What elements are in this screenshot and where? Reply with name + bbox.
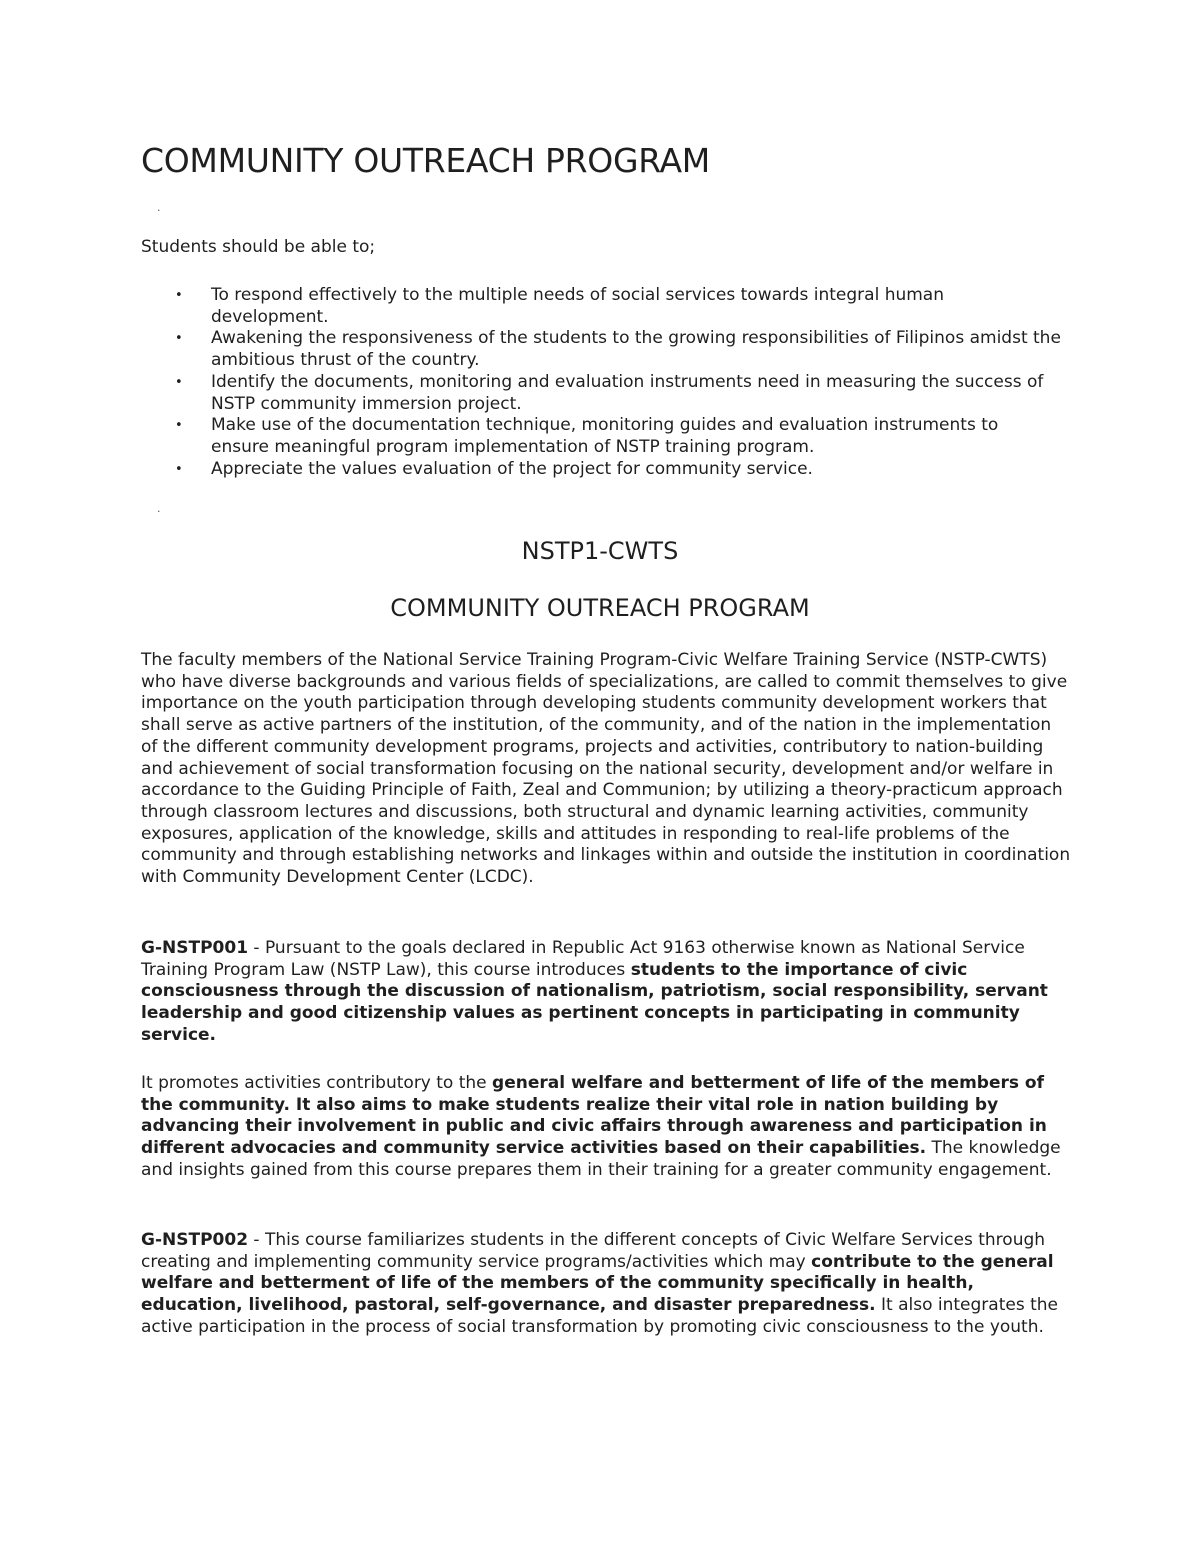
bullet-icon: • xyxy=(175,288,183,303)
intro-paragraph: The faculty members of the National Service Training Program-Civic Welfare Training Service (NSTP-CWTS) who have diverse backgrounds and various fields of specializations, are called to commit themselves to give importance on the youth participation through developing students community development workers that shall serve as active partners of the institution, of the community, and of the nation in the implementation of the different community development programs, projects and activities, contributory to nation-building and achievement of social transformation focusing on the national security, development and/or welfare in accordance to the Guiding Principle of Faith, Zeal and Communion; by utilizing a theory-practicum approach through classroom lectures and discussions, both structural and dynamic learning activities, community exposures, application of the knowledge, skills and attitudes in responding to real-life problems of the community and through establishing networks and linkages within and outside the institution in coordination with Community Development Center (LCDC). xyxy=(141,650,1071,888)
course-text: - Pursuant to the goals declared in Republic Act 9163 otherwise known as National Service Training Program Law (NSTP Law), this course introduces xyxy=(141,938,1025,980)
document-title: COMMUNITY OUTREACH PROGRAM xyxy=(141,141,710,180)
course-text: The knowledge and insights gained from this course prepares them in their training for a greater community engagement. xyxy=(141,1138,1061,1180)
course-code: G-NSTP002 xyxy=(141,1230,249,1250)
course-description-g-nstp001 xyxy=(141,938,1071,1047)
list-item xyxy=(141,459,1061,481)
objectives-list xyxy=(141,285,1061,480)
objective-text: Appreciate the values evaluation of the project for community service. xyxy=(211,458,813,479)
small-mark: . xyxy=(157,502,161,515)
bullet-icon: • xyxy=(175,418,183,434)
course-text: It promotes activities contributory to the xyxy=(141,1073,493,1093)
objectives-lead: Students should be able to; xyxy=(141,237,376,257)
objective-text: Identify the documents, monitoring and evaluation instruments need in measuring the success of NSTP community immersion project. xyxy=(211,371,1044,414)
course-code: G-NSTP001 xyxy=(141,938,249,958)
objective-text: Make use of the documentation technique, monitoring guides and evaluation instruments to ensure meaningful program implementation of NSTP training program. xyxy=(211,415,999,457)
section-subheading: COMMUNITY OUTREACH PROGRAM xyxy=(390,594,810,622)
course-description-g-nstp002 xyxy=(141,1230,1071,1339)
list-item xyxy=(141,285,1061,328)
objective-text: To respond effectively to the multiple needs of social services towards integral human development. xyxy=(211,285,945,327)
course-emphasis: general welfare and betterment of life of the members of the community. It also aims to make students realize their vital role in nation building by advancing their involvement in public and civic affairs through awareness and participation in different advocacies and community service activities based on their capabilities. xyxy=(141,1073,1047,1159)
course-emphasis: contribute to the general welfare and betterment of life of the members of the community specifically in health, education, livelihood, pastoral, self-governance, and disaster preparedness. xyxy=(141,1251,1054,1316)
bullet-icon: • xyxy=(175,461,183,477)
bullet-icon: • xyxy=(175,374,183,390)
bullet-icon: • xyxy=(175,331,183,347)
small-mark: . xyxy=(157,201,161,214)
course-description-continued xyxy=(141,1073,1071,1182)
section-heading: NSTP1-CWTS xyxy=(521,537,679,565)
course-emphasis: students to the importance of civic consciousness through the discussion of nationalism, patriotism, social responsibility, servant leadership and good citizenship values as pertinent concepts in participating in community service. xyxy=(141,959,1048,1045)
course-text: It also integrates the active participation in the process of social transformation by promoting civic consciousness to the youth. xyxy=(141,1295,1059,1337)
list-item xyxy=(141,328,1061,371)
list-item xyxy=(141,415,1061,458)
list-item xyxy=(141,372,1061,415)
objective-text: Awakening the responsiveness of the students to the growing responsibilities of Filipinos amidst the ambitious thrust of the country. xyxy=(211,328,1061,371)
course-text: - This course familiarizes students in the different concepts of Civic Welfare Services through creating and implementing community service programs/activities which may xyxy=(141,1230,1046,1272)
